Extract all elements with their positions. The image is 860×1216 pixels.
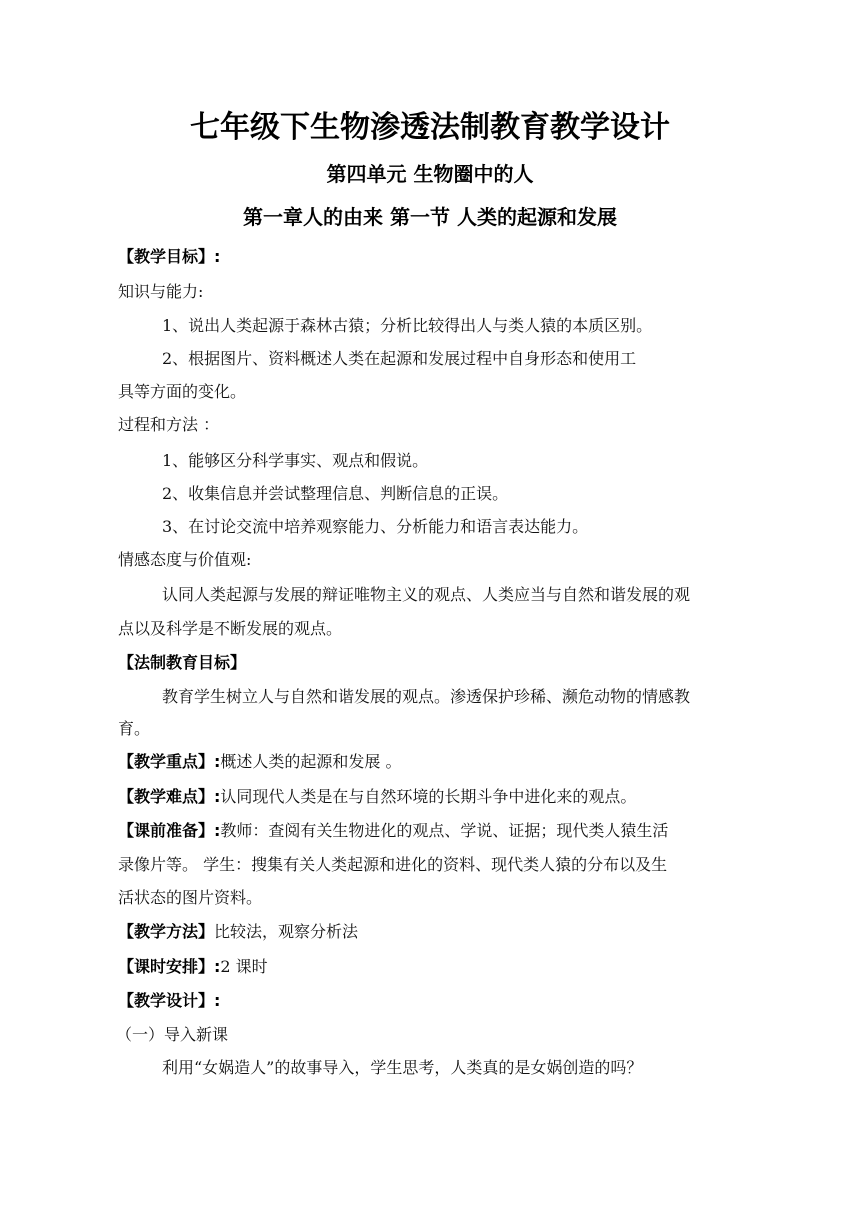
- chapter-heading: 第一章人的由来 第一节 人类的起源和发展: [243, 205, 617, 229]
- emotion-line-2: 点以及科学是不断发展的观点。: [118, 619, 343, 638]
- method-row: [118, 921, 742, 943]
- unit-heading: 第四单元 生物圈中的人: [326, 162, 534, 186]
- difficulty-label: 【教学难点】:: [118, 787, 221, 806]
- teaching-goals-heading: 【教学目标】:: [118, 247, 221, 266]
- prep-row: [118, 820, 742, 842]
- schedule-row: [118, 956, 742, 978]
- emotion-label: 情感态度与价值观:: [118, 550, 252, 569]
- legal-line-1: 教育学生树立人与自然和谐发展的观点。渗透保护珍稀、濒危动物的情感教: [162, 687, 691, 706]
- knowledge-label: 知识与能力:: [118, 282, 204, 301]
- legal-line-2: 育。: [118, 719, 151, 738]
- key-point-row: [118, 751, 742, 773]
- schedule-label: 【课时安排】:: [118, 957, 221, 976]
- process-item-3: 3、在讨论交流中培养观察能力、分析能力和语言表达能力。: [162, 517, 589, 536]
- process-item-2: 2、收集信息并尝试整理信息、判断信息的正误。: [162, 484, 509, 503]
- legal-heading: 【法制教育目标】: [118, 653, 247, 672]
- prep-text: 教师：查阅有关生物进化的观点、学说、证据；现代类人猿生活: [220, 821, 669, 840]
- method-text: 比较法，观察分析法: [214, 922, 359, 941]
- process-item-1: 1、能够区分科学事实、观点和假说。: [162, 451, 429, 470]
- document-title: 七年级下生物渗透法制教育教学设计: [190, 110, 670, 145]
- intro-label: （一）导入新课: [116, 1025, 229, 1044]
- knowledge-item-1: 1、说出人类起源于森林古猿；分析比较得出人与类人猿的本质区别。: [162, 316, 653, 335]
- prep-label: 【课前准备】:: [118, 821, 221, 840]
- prep-line-3: 活状态的图片资料。: [118, 888, 263, 907]
- design-heading: 【教学设计】:: [118, 991, 221, 1010]
- difficulty-text: 认同现代人类是在与自然环境的长期斗争中进化来的观点。: [220, 787, 637, 806]
- prep-line-2: 录像片等。 学生：搜集有关人类起源和进化的资料、现代类人猿的分布以及生: [118, 855, 668, 874]
- key-point-label: 【教学重点】:: [118, 752, 221, 771]
- knowledge-item-2: 2、根据图片、资料概述人类在起源和发展过程中自身形态和使用工: [162, 349, 637, 368]
- intro-text: 利用“女娲造人”的故事导入，学生思考，人类真的是女娲创造的吗？: [162, 1058, 643, 1077]
- key-point-text: 概述人类的起源和发展 。: [220, 752, 402, 771]
- schedule-text: 2 课时: [220, 957, 268, 976]
- method-label: 【教学方法】: [118, 922, 215, 941]
- difficulty-row: [118, 786, 742, 808]
- knowledge-item-2-cont: 具等方面的变化。: [118, 382, 247, 401]
- emotion-line-1: 认同人类起源与发展的辩证唯物主义的观点、人类应当与自然和谐发展的观: [162, 585, 691, 604]
- process-label: 过程和方法 ：: [118, 415, 220, 434]
